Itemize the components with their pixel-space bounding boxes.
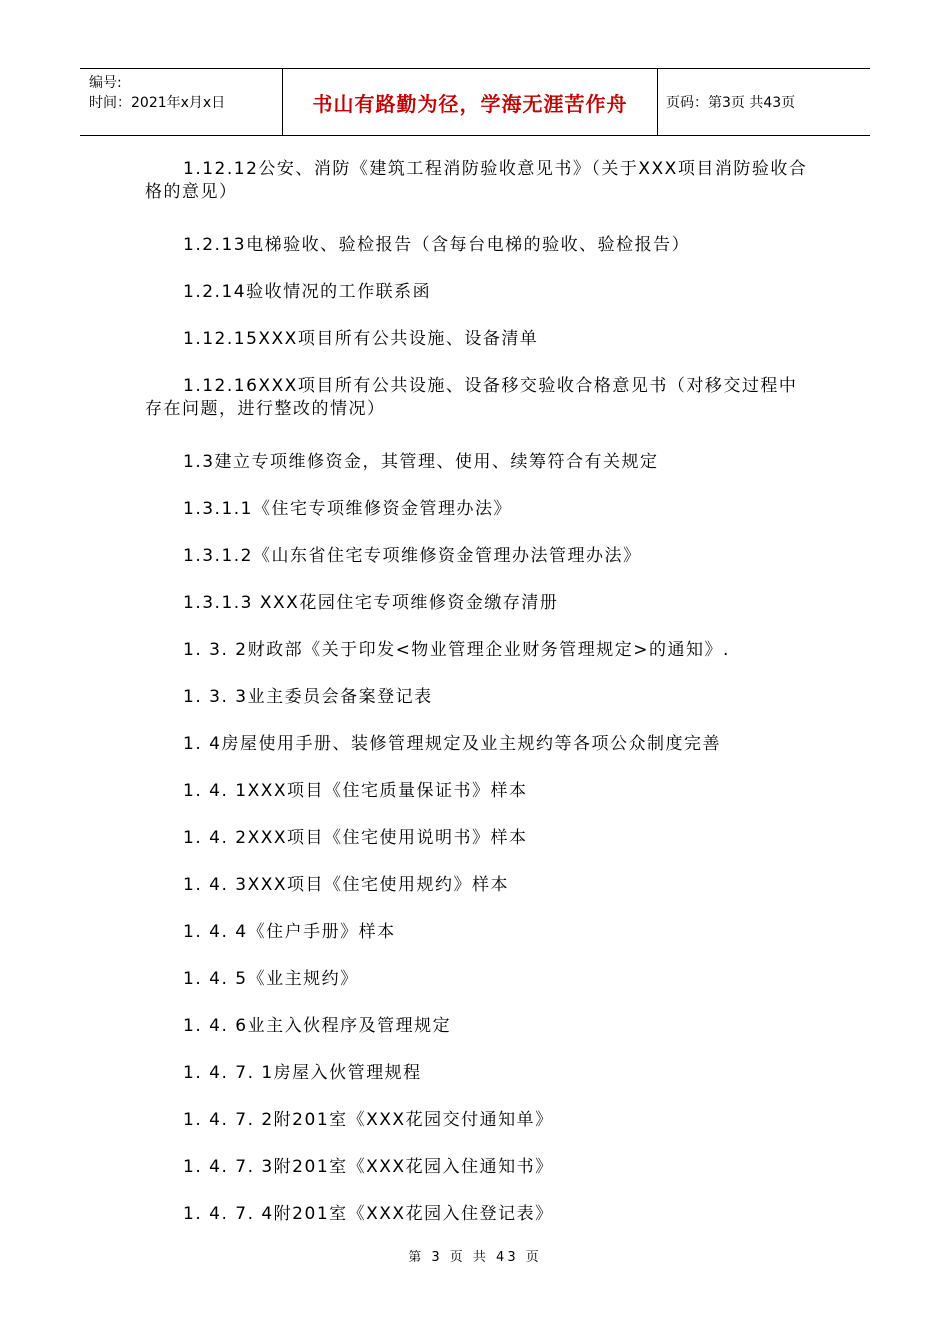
outline-item: 1. 4. 2XXX项目《住宅使用说明书》样本 — [183, 828, 528, 848]
outline-item: 1.12.15XXX项目所有公共设施、设备清单 — [183, 329, 539, 349]
header-page-info: 页码：第3页 共43页 — [666, 95, 796, 111]
outline-item: 1.3建立专项维修资金，其管理、使用、续筹符合有关规定 — [183, 452, 659, 472]
outline-item: 1. 4. 3XXX项目《住宅使用规约》样本 — [183, 875, 510, 895]
outline-item: 1. 4. 1XXX项目《住宅质量保证书》样本 — [183, 781, 528, 801]
number-label: 编号: — [89, 75, 122, 91]
outline-item: 1.2.13电梯验收、验检报告（含每台电梯的验收、验检报告） — [183, 235, 691, 255]
outline-item: 1.12.12公安、消防《建筑工程消防验收意见书》（关于XXX项目消防验收合格的意见） — [145, 159, 808, 202]
page-footer: 第 3 页 共 43 页 — [408, 1250, 542, 1265]
page-header — [80, 68, 870, 136]
outline-item: 1. 3. 3业主委员会备案登记表 — [183, 687, 433, 707]
outline-item: 1. 4. 6业主入伙程序及管理规定 — [183, 1016, 452, 1036]
outline-item: 1.3.1.3 XXX花园住宅专项维修资金缴存清册 — [183, 593, 559, 613]
outline-item: 1. 4. 7. 1房屋入伙管理规程 — [183, 1063, 422, 1083]
outline-item: 1. 4. 4《住户手册》样本 — [183, 922, 396, 942]
outline-item: 1. 4房屋使用手册、装修管理规定及业主规约等各项公众制度完善 — [183, 734, 721, 754]
outline-item: 1. 4. 7. 4附201室《XXX花园入住登记表》 — [183, 1204, 554, 1224]
header-meta-cell — [80, 69, 283, 135]
outline-item: 1.3.1.2《山东省住宅专项维修资金管理办法管理办法》 — [183, 546, 642, 566]
header-motto: 书山有路勤为径，学海无涯苦作舟 — [283, 69, 658, 135]
outline-item: 1.2.14验收情况的工作联系函 — [183, 282, 432, 302]
outline-item: 1. 4. 7. 2附201室《XXX花园交付通知单》 — [183, 1110, 554, 1130]
time-label: 时间：2021年x月x日 — [89, 95, 226, 111]
outline-item: 1. 4. 7. 3附201室《XXX花园入住通知书》 — [183, 1157, 554, 1177]
outline-item: 1.3.1.1《住宅专项维修资金管理办法》 — [183, 499, 512, 519]
outline-item: 1. 4. 5《业主规约》 — [183, 969, 359, 989]
outline-item: 1.12.16XXX项目所有公共设施、设备移交验收合格意见书（对移交过程中存在问题，进行整改的情况） — [145, 376, 798, 419]
outline-item: 1. 3. 2财政部《关于印发<物业管理企业财务管理规定>的通知》. — [183, 640, 730, 660]
